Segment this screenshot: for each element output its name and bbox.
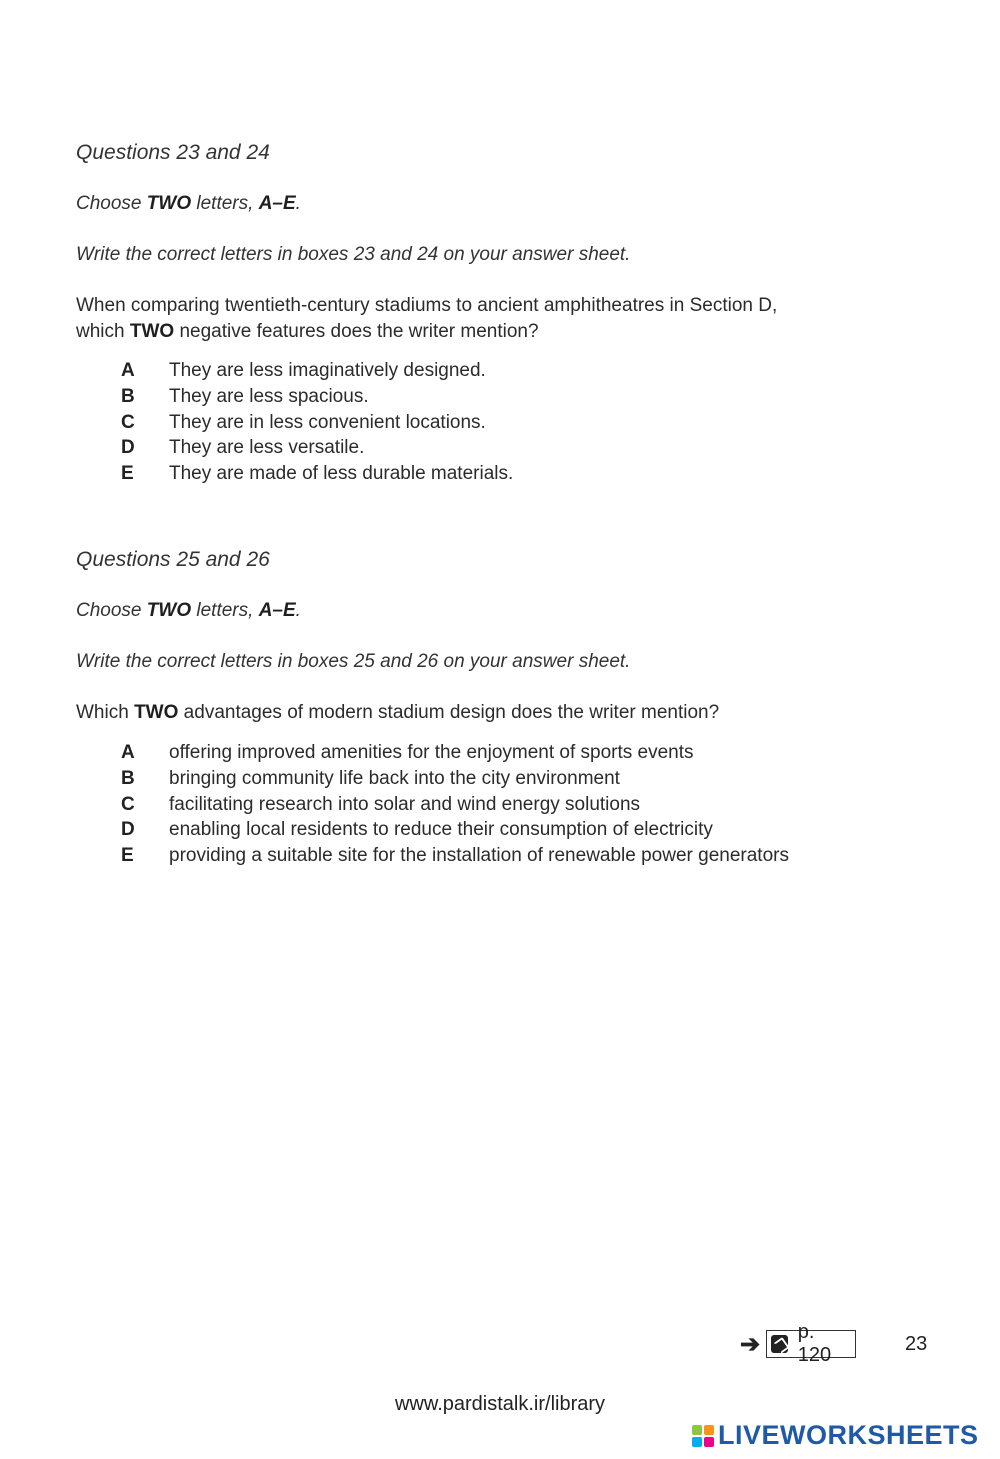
brand-name: LIVEWORKSHEETS <box>718 1420 979 1450</box>
page-reference-box[interactable] <box>766 1321 856 1366</box>
option-text: They are less spacious. <box>169 385 369 407</box>
instr-text: letters, <box>191 193 259 214</box>
stem-text: negative features does the writer mention? <box>174 321 539 342</box>
instr-bold: A–E <box>258 600 296 621</box>
section1-instruction-write: Write the correct letters in boxes 23 and 24 on your answer sheet. <box>76 244 631 265</box>
instr-text: letters, <box>191 600 259 621</box>
option-text: They are less versatile. <box>169 437 365 459</box>
stem-line: When comparing twentieth-century stadiums to ancient amphitheatres in Section D, <box>76 295 778 316</box>
stem-line <box>76 700 906 726</box>
option-text: They are less imaginatively designed. <box>169 360 486 381</box>
option-item[interactable] <box>121 410 513 436</box>
option-text: facilitating research into solar and wind energy solutions <box>169 793 641 815</box>
option-item[interactable] <box>121 358 513 384</box>
source-url: www.pardistalk.ir/library <box>394 1393 606 1415</box>
option-item[interactable] <box>121 435 513 461</box>
section2-instruction-write: Write the correct letters in boxes 25 and 26 on your answer sheet. <box>76 651 631 672</box>
stem-bold: TWO <box>134 702 179 723</box>
stem-text: Which <box>76 702 135 723</box>
search-icon <box>771 1335 788 1353</box>
option-text: They are in less convenient locations. <box>169 411 486 433</box>
stem-bold: TWO <box>129 321 175 342</box>
logo-grid-cell <box>692 1437 702 1447</box>
option-letter: D <box>121 819 135 841</box>
section1-heading: Questions 23 and 24 <box>76 141 270 164</box>
logo-grid-cell <box>704 1437 714 1447</box>
page-reference <box>740 1321 856 1366</box>
option-letter: C <box>121 411 135 433</box>
stem-line <box>76 319 906 345</box>
liveworksheets-logo <box>692 1420 979 1451</box>
option-text: enabling local residents to reduce their consumption of electricity <box>169 819 713 841</box>
option-item[interactable] <box>121 843 789 869</box>
logo-grid-icon <box>692 1425 714 1447</box>
section1-question-stem <box>76 293 906 345</box>
instr-bold: TWO <box>146 600 192 621</box>
section2-question-stem <box>76 700 906 726</box>
logo-grid-cell <box>704 1425 714 1435</box>
page-reference-label: p. 120 <box>797 1321 832 1366</box>
option-letter: C <box>121 793 135 815</box>
arrow-right-icon: ➔ <box>740 1330 761 1358</box>
option-text: providing a suitable site for the installation of renewable power generators <box>169 845 789 867</box>
option-item[interactable] <box>121 740 789 766</box>
option-text: offering improved amenities for the enjoyment of sports events <box>169 742 694 763</box>
option-item[interactable] <box>121 766 789 792</box>
option-letter: D <box>121 437 135 459</box>
instr-text: Choose <box>76 600 147 621</box>
option-letter: E <box>121 845 134 867</box>
option-item[interactable] <box>121 384 513 410</box>
option-item[interactable] <box>121 792 789 818</box>
section1-instruction-choose <box>76 193 301 215</box>
option-letter: B <box>121 385 135 407</box>
page-number: 23 <box>905 1333 928 1355</box>
option-letter: E <box>121 463 134 485</box>
instr-text: Choose <box>76 193 147 214</box>
instr-text: . <box>295 600 301 621</box>
option-item[interactable] <box>121 461 513 487</box>
stem-text: which <box>76 321 130 342</box>
stem-text: advantages of modern stadium design does the writer mention? <box>178 702 720 723</box>
section2-heading: Questions 25 and 26 <box>76 548 270 571</box>
option-item[interactable] <box>121 817 789 843</box>
option-letter: A <box>121 742 135 763</box>
option-text: They are made of less durable materials. <box>169 463 514 485</box>
logo-grid-cell <box>692 1425 702 1435</box>
instr-text: . <box>295 193 301 214</box>
option-letter: A <box>121 360 135 381</box>
option-text: bringing community life back into the city environment <box>169 767 620 789</box>
instr-bold: TWO <box>146 193 192 214</box>
section1-options <box>121 358 513 487</box>
instr-bold: A–E <box>258 193 296 214</box>
section2-instruction-choose <box>76 600 301 622</box>
section2-options <box>121 740 789 869</box>
option-letter: B <box>121 767 135 789</box>
